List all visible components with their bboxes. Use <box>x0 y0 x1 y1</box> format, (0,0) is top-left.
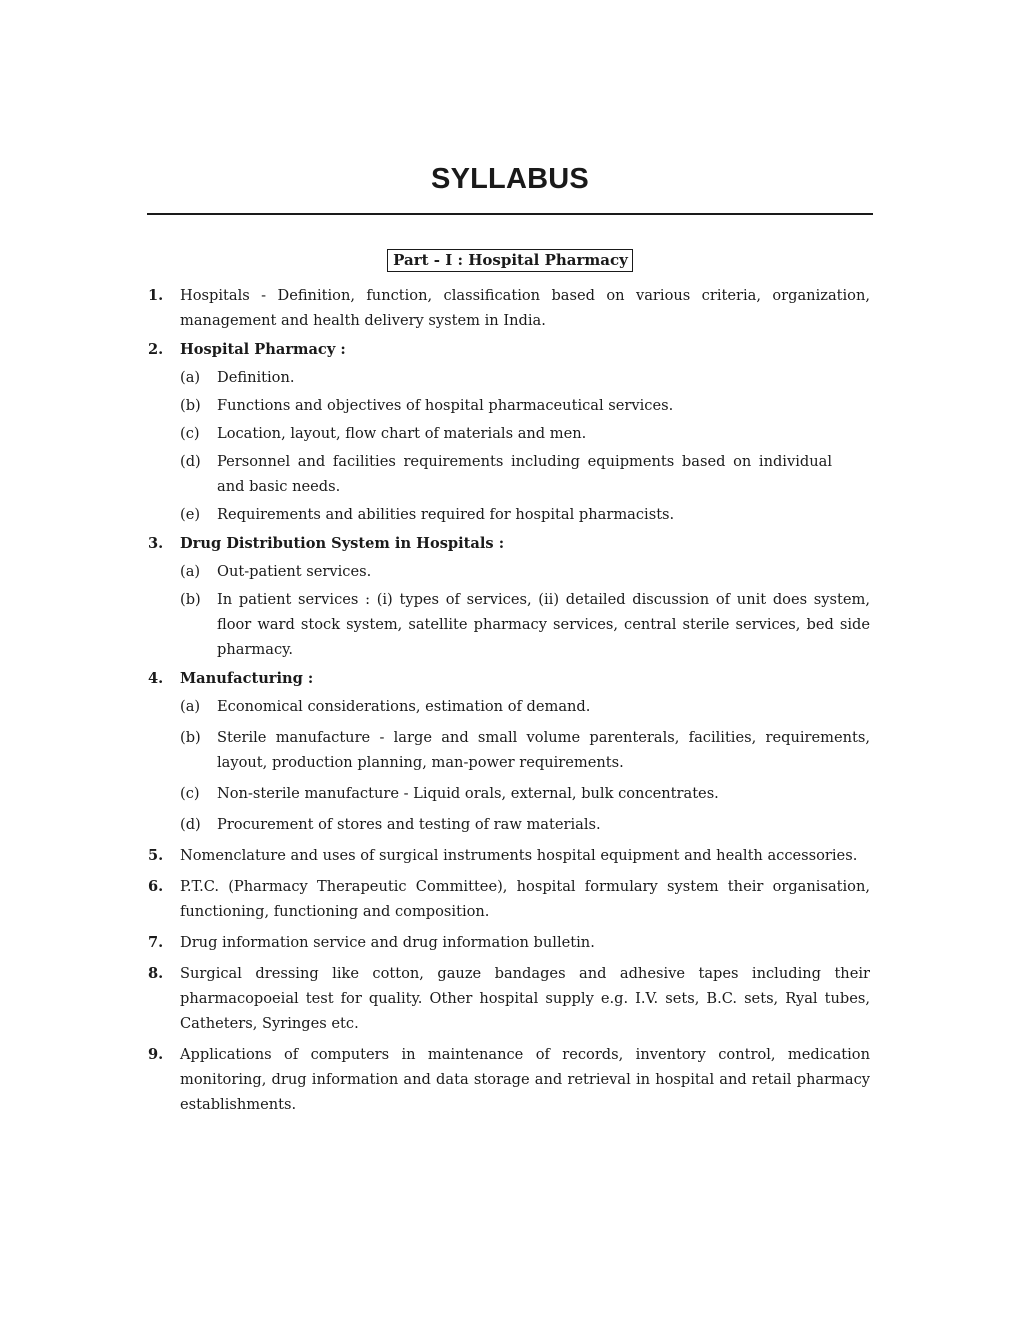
item-text: Drug information service and drug information bulletin. <box>180 934 595 951</box>
subitem <box>180 559 870 584</box>
subitem <box>180 694 870 719</box>
subitem-label: (e) <box>180 506 201 523</box>
item-number: 9. <box>148 1046 164 1063</box>
syllabus-item-6 <box>148 874 870 924</box>
syllabus-item-8 <box>148 961 870 1036</box>
subitem-text: Location, layout, flow chart of materials and men. <box>217 425 587 442</box>
item-number: 3. <box>148 535 164 552</box>
subitem-text: Sterile manufacture - large and small volume parenterals, facilities, requirements, layout, production planning, man-power requirements. <box>217 729 870 771</box>
subitem-label: (c) <box>180 425 200 442</box>
subitem-text: Procurement of stores and testing of raw materials. <box>217 816 601 833</box>
page-title: SYLLABUS <box>431 163 589 195</box>
item-text: Hospitals - Definition, function, classification based on various criteria, organization, management and health delivery system in India. <box>180 287 870 329</box>
subitem-label: (a) <box>180 563 201 580</box>
item-text: Nomenclature and uses of surgical instruments hospital equipment and health accessories. <box>180 847 858 864</box>
subitem <box>180 587 870 662</box>
syllabus-item-1 <box>148 283 870 333</box>
syllabus-item-4 <box>148 666 870 837</box>
item-text: Applications of computers in maintenance of records, inventory control, medication monitoring, drug information and data storage and retrieval in hospital and retail pharmacy establishments. <box>180 1046 870 1113</box>
subitem-label: (b) <box>180 729 201 746</box>
subitem <box>180 781 870 806</box>
subitem-label: (a) <box>180 369 201 386</box>
subitem <box>180 812 870 837</box>
syllabus-item-5 <box>148 843 870 868</box>
item-number: 6. <box>148 878 164 895</box>
syllabus-item-2 <box>148 337 870 527</box>
item-text: Surgical dressing like cotton, gauze bandages and adhesive tapes including their pharmacopoeial test for quality. Other hospital supply e.g. I.V. sets, B.C. sets, Ryal tubes, Catheters, Syringes etc. <box>180 965 870 1032</box>
subitem-text: In patient services : (i) types of services, (ii) detailed discussion of unit does system, floor ward stock system, satellite pharmacy services, central sterile services, bed side pharmacy. <box>217 591 870 658</box>
item-number: 5. <box>148 847 164 864</box>
subitem-text: Requirements and abilities required for hospital pharmacists. <box>217 506 675 523</box>
subitem-text: Functions and objectives of hospital pharmaceutical services. <box>217 397 674 414</box>
subitem-label: (b) <box>180 397 201 414</box>
subitem-label: (d) <box>180 816 201 833</box>
subitem-label: (c) <box>180 785 200 802</box>
subitem-text: Personnel and facilities requirements including equipments based on individual and basic needs. <box>217 453 832 495</box>
part-heading-wrap <box>0 249 1020 272</box>
part-heading: Part - I : Hospital Pharmacy <box>387 249 633 272</box>
item-number: 7. <box>148 934 164 951</box>
subitem <box>180 725 870 775</box>
subitem-text: Definition. <box>217 369 295 386</box>
item-number: 2. <box>148 341 164 358</box>
title-divider <box>147 213 873 215</box>
item-number: 1. <box>148 287 164 304</box>
subitem <box>180 393 870 418</box>
subitem-text: Economical considerations, estimation of demand. <box>217 698 591 715</box>
item-heading: Manufacturing : <box>180 670 314 687</box>
subitem <box>180 449 870 499</box>
item-number: 8. <box>148 965 164 982</box>
subitem-label: (a) <box>180 698 201 715</box>
item-heading: Hospital Pharmacy : <box>180 341 346 358</box>
subitem <box>180 502 870 527</box>
subitem <box>180 365 870 390</box>
subitem-label: (b) <box>180 591 201 608</box>
syllabus-item-7 <box>148 930 870 955</box>
subitem-text: Out-patient services. <box>217 563 372 580</box>
item-text: P.T.C. (Pharmacy Therapeutic Committee), hospital formulary system their organisation, functioning, functioning and composition. <box>180 878 870 920</box>
subitem <box>180 421 870 446</box>
item-number: 4. <box>148 670 164 687</box>
subitem-text: Non-sterile manufacture - Liquid orals, external, bulk concentrates. <box>217 785 719 802</box>
subitem-label: (d) <box>180 453 201 470</box>
syllabus-list <box>148 283 870 1121</box>
item-heading: Drug Distribution System in Hospitals : <box>180 535 505 552</box>
syllabus-item-3 <box>148 531 870 662</box>
syllabus-item-9 <box>148 1042 870 1117</box>
